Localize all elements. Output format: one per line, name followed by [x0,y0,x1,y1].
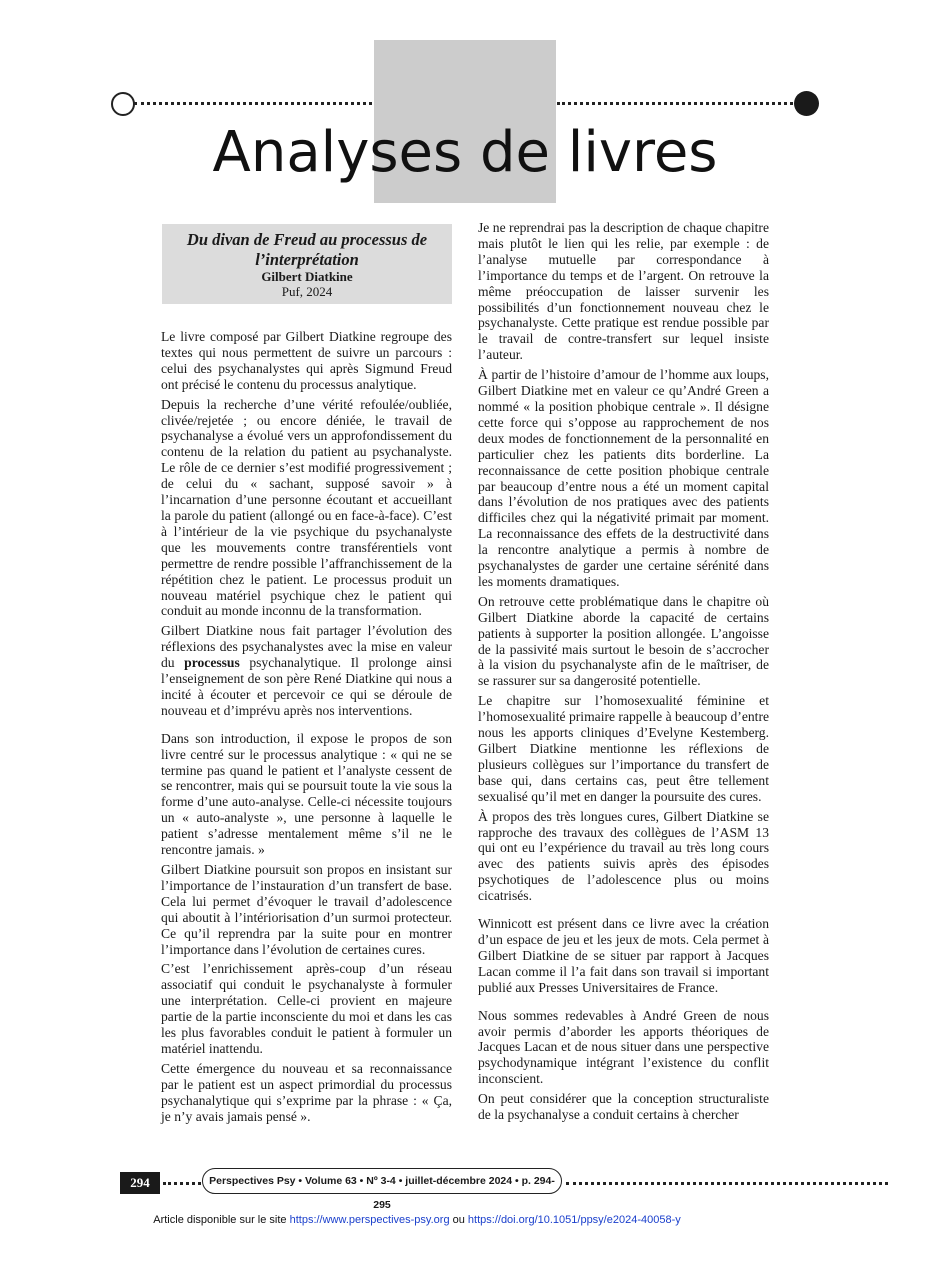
availability-prefix: Article disponible sur le site [153,1214,290,1226]
page-number: 294 [120,1172,160,1194]
section-title: Analyses de livres [212,120,718,185]
paragraph-text: Gilbert Diatkine nous fait partager l’évolution des réflexions des psychanalystes avec la mise en valeur du [161,623,452,671]
paragraph: Nous sommes redevables à André Green de nous avoir permis d’aborder les apports théoriques de Jacques Lacan et de nous situer dans une perspective psychodynamique intégrant l’existence du conflit inconscient. [478,1007,769,1087]
paragraph: Depuis la recherche d’une vérité refoulée/oubliée, clivée/rejetée ; ou encore déniée, le travail de psychanalyse a évolué vers un approfondissement du contenu de la relation du patient au psychanalyste. Le rôle de ce dernier s’est modifié progressivement ; de celui du « sachant, supposé savoir » à l’incarnation d’une personne écoutant et accueillant la parole du patient (allongé ou en face-à-face). C’est à l’intérieur de la vie psychique du psychanalyste que les mouvements contre transférentiels vont permettre de rendre possible l’affranchissement de la répétition chez le patient. Le processus produit un nouveau matériel psychique chez le patient qui conduit au monde inconnu de la transformation. [161,396,452,619]
paragraph: Gilbert Diatkine poursuit son propos en insistant sur l’importance de l’instauration d’un transfert de base. Cela lui permet d’évoquer le travail d’adolescence qui aboutit à l’intériorisation d’un surmoi protecteur. Ce qu’il reprendra par la suite pour en montrer l’importance dans l’évolution de certaines cures. [161,862,452,957]
paragraph: Winnicott est présent dans ce livre avec la création d’un espace de jeu et les jeux de mots. Cela permet à Gilbert Diatkine de se situer par rapport à Jacques Lacan comme il l’a fait dans son travail si important publié aux Presses Universitaires de France. [478,916,769,995]
book-title: Du divan de Freud au processus de l’interprétation [186,230,428,269]
book-info-box [162,224,452,304]
paragraph: C’est l’enrichissement après-coup d’un réseau associatif qui conduit le psychanalyste à formuler une interprétation. Celle-ci provient en majeure partie de la partie inconsciente du moi et dans les cas les plus favorables conduit le patient à formuler un matériel inattendu. [161,961,452,1056]
paragraph: Le livre composé par Gilbert Diatkine regroupe des textes qui nous permettent de suivre un parcours : celui des psychanalystes qui après Sigmund Freud ont précisé le contenu du processus analytique. [161,329,452,392]
paragraph: Dans son introduction, il expose le propos de son livre centré sur le processus analytique : « qui ne se termine pas quand le patient et l’analyste cessent de se rencontrer, mais qui se poursuit toute la vie sous la forme d’une auto-analyse. Celle-ci nécessite toujours un « auto-analyste », une personne à laquelle le patient s’adresse mentalement même s’il ne le rencontre jamais. » [161,730,452,858]
paragraph: On peut considérer que la conception structuraliste de la psychanalyse a conduit certains à chercher [478,1091,769,1123]
header-dotted-line-right [557,102,793,105]
footer-dotted-line-left [163,1182,201,1185]
paragraph: À propos des très longues cures, Gilbert Diatkine se rapproche des travaux des collègues de l’ASM 13 qui ont eu l’expérience du travail au très long cours avec des patients suivis après des épisodes psychotiques de l’adolescence plus ou moins cicatrisés. [478,808,769,904]
journal-citation: Perspectives Psy • Volume 63 • Nº 3-4 • juillet-décembre 2024 • p. 294-295 [202,1168,562,1194]
paragraph: On retrouve cette problématique dans le chapitre où Gilbert Diatkine aborde la capacité de certains patients à supporter la position allongée. L’angoisse de la passivité mais surtout le besoin de s’accrocher à la vision du psychanalyste afin de le maîtriser, de se rassurer sur sa dangerosité potentielle. [478,593,769,689]
paragraph: Le chapitre sur l’homosexualité féminine et l’homosexualité primaire rappelle à beaucoup d’entre nous les apports cliniques d’Evelyne Kestemberg. Gilbert Diatkine mentionne les réflexions de plusieurs collègues sur l’importance du transfert de base qui, dans certains cas, peut être tellement sexualisé qu’il met en danger la poursuite des cures. [478,693,770,804]
paragraph-text: psychanalytique. Il prolonge ainsi l’enseignement de son père René Diatkine qui nous a incité à écouter et percevoir ce qui se déroule de nouveau et d’imprévu après nos interventions. [161,655,452,718]
paragraph: Je ne reprendrai pas la description de chaque chapitre mais plutôt le lien qui les relie, par exemple : de l’analyse mutuelle par correspondance à l’importance du temps et de l’argent. On retrouve la même préoccupation de laisser survenir les possibilités d’un fonctionnement nouveau chez le psychanalyste. Cette pratique est rendue possible par le travail de contre-transfert sur lequel insiste l’auteur. [478,220,769,363]
paragraph: À partir de l’histoire d’amour de l’homme aux loups, Gilbert Diatkine met en valeur ce qu’André Green a nommé « la position phobique centrale ». Il désigne cette force qui s’oppose au rapprochement de nos deux modes de fonctionnement de la personnalité en particulier chez les patients dits borderline. La reconnaissance de cette position phobique centrale par beaucoup d’entre nous a été un moment capital dans l’évolution de nos pratiques avec des patients difficiles chez qui la négativité primait par moment. La reconnaissance des effets de la destructivité dans la rencontre analytique a permis à nombre de psychanalystes de garder une certaine sérénité dans les moments dramatiques. [478,367,769,589]
paragraph [161,623,452,718]
header-filled-circle-icon [794,91,819,116]
doi-link[interactable]: https://doi.org/10.1051/ppsy/e2024-40058-y [467,1214,681,1226]
availability-note [0,1214,834,1226]
book-author: Gilbert Diatkine [261,269,353,284]
left-column [161,329,452,1129]
footer-dotted-line-right [566,1182,888,1185]
right-column [478,220,769,1127]
availability-or: ou [449,1214,468,1226]
emphasis-processus: processus [184,655,240,671]
paragraph: Cette émergence du nouveau et sa reconnaissance par le patient est un aspect primordial du processus psychanalytique qui s’exprime par la phrase : « Ça, je n’y avais jamais pensé ». [161,1060,452,1124]
site-link[interactable]: https://www.perspectives-psy.org [289,1214,450,1226]
book-publisher: Puf, 2024 [281,284,333,299]
header-dotted-line-left [134,102,372,105]
header-open-circle-icon [111,92,135,116]
